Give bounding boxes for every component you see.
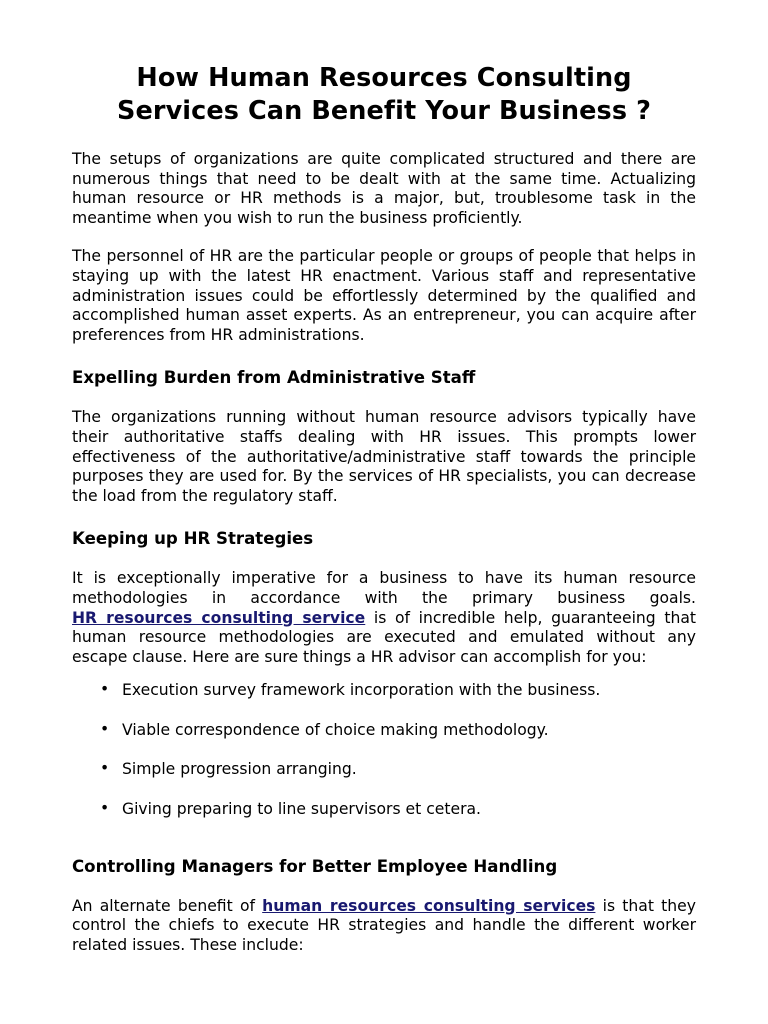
paragraph-controlling-managers [72, 878, 696, 956]
list-item: • Viable correspondence of choice making methodology. [72, 721, 696, 741]
list-item: • Giving preparing to line supervisors et cetera. [72, 800, 696, 820]
list-bottom-spacer [72, 820, 696, 834]
page-title: How Human Resources Consulting Services Can Benefit Your Business ? [117, 63, 651, 126]
list-item: • Simple progression arranging. [72, 760, 696, 780]
paragraph-text-after-link: is that they control the chiefs to execute HR strategies and handle the different worker related issues. These include: [72, 896, 696, 954]
paragraph-intro-2: The personnel of HR are the particular people or groups of people that helps in staying up with the latest HR enactment. Various staff and representative administration issues could be effortlessly determined by the qualified and accomplished human asset experts. As an entrepreneur, you can acquire after preferences from HR administrations. [72, 247, 696, 344]
paragraph-intro-1: The setups of organizations are quite complicated structured and there are numerous things that need to be dealt with at the same time. Actualizing human resource or HR methods is a major, but, troublesome task in the meantime when you wish to run the business proficiently. [72, 150, 696, 227]
hr-advisor-benefits-list [72, 667, 696, 819]
hr-resources-consulting-service-link[interactable]: HR resources consulting service [72, 608, 366, 627]
section-heading-controlling-managers: Controlling Managers for Better Employee Handling [72, 856, 558, 876]
section-heading-expelling-burden [72, 345, 696, 389]
paragraph-text-after-link: is of incredible help, guaranteeing that human resource methodologies are executed and emulated without any escape clause. Here are sure things a HR advisor can accomplish for you: [72, 608, 696, 666]
section-heading-text: Expelling Burden from Administrative Staff [72, 368, 476, 388]
paragraph-expelling-burden: The organizations running without human resource advisors typically have their authoritative staffs dealing with HR issues. This prompts lower effectiveness of the authoritative/administrative staff towards the principle purposes they are used for. By the services of HR specialists, you can decrease the load from the regulatory staff. [72, 408, 696, 505]
list-item: • Execution survey framework incorporation with the business. [72, 681, 696, 701]
paragraph-text-before-link: It is exceptionally imperative for a business to have its human resource methodologies in accordance with the primary business goals. [72, 569, 696, 607]
paragraph-keeping-up-hr-strategies [72, 550, 696, 667]
section-heading-keeping-up-hr-strategies: Keeping up HR Strategies [72, 529, 314, 549]
paragraph-text-before-link: An alternate benefit of [72, 896, 263, 915]
human-resources-consulting-services-link[interactable]: human resources consulting services [262, 896, 596, 915]
